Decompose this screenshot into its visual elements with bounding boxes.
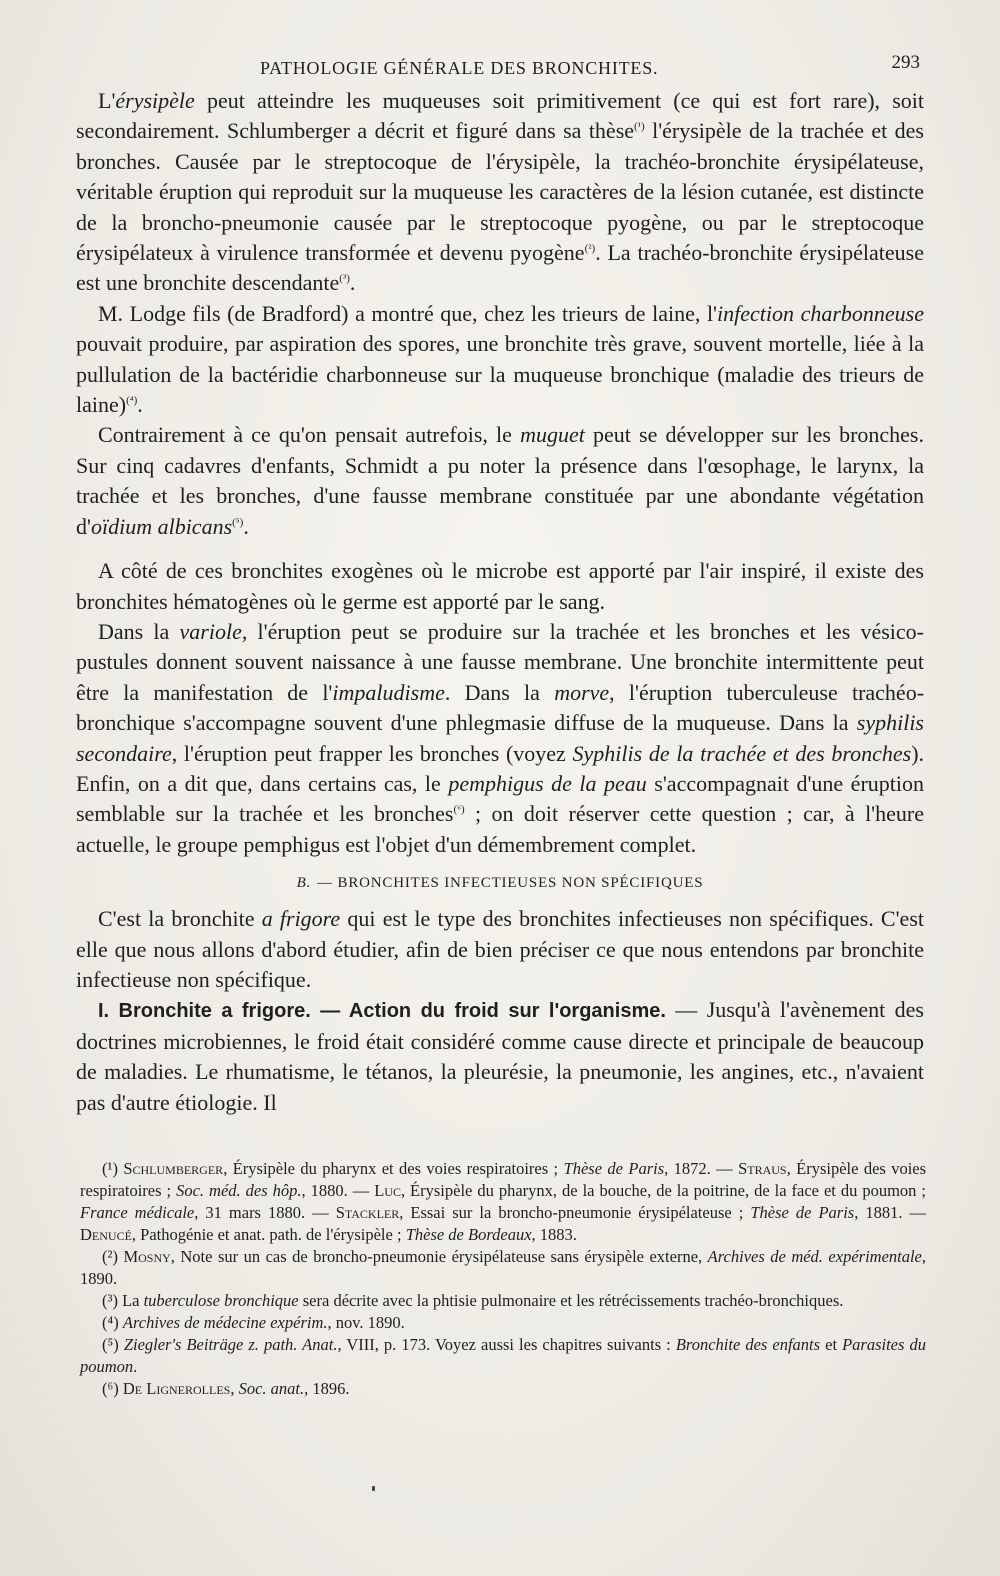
text-run: A côté de ces bronchites exogènes où le microbe est apporté par l'air inspiré, il existe des bronchites hématogènes où le germe est apporté par le sang.	[76, 558, 924, 614]
page-header	[76, 52, 920, 84]
text-run: sera décrite avec la phtisie pulmonaire et les rétrécissements trachéo-bronchiques.	[298, 1291, 844, 1310]
text-run: L'	[98, 88, 116, 113]
author: Luc	[374, 1181, 401, 1200]
text-run: ; on doit réserver cette question ; car, à l'heure actuelle, le groupe pemphigus est l'objet d'un démembrement complet.	[76, 801, 924, 857]
italic-term: infection charbonneuse	[717, 300, 924, 326]
text-run: .	[133, 1357, 138, 1376]
text-run: , 1872. —	[664, 1159, 739, 1178]
text-run: , l'éruption peut se produire sur la trachée et les bronches et les vésico-pustules donnent souvent naissance à une fausse membrane. Une bronchite intermittente peut être la manifestation de l'	[76, 618, 925, 705]
source: Soc. anat.	[238, 1379, 305, 1398]
footnote-mark: (⁶)	[102, 1379, 119, 1398]
text-run: .	[137, 392, 143, 418]
italic-term: impaludisme	[332, 679, 445, 705]
text-run: , l'éruption tuberculeuse trachéo-bronchique s'accompagne souvent d'une phlegmasie diffuse de la muqueuse. Dans la	[76, 679, 925, 736]
source: Archives de médecine expérim.	[122, 1313, 328, 1332]
source: Soc. méd. des hôp.	[176, 1181, 302, 1200]
paragraph-a-frigore	[76, 904, 924, 995]
italic-term: variole	[179, 618, 242, 644]
text-run: , Essai sur la broncho-pneumonie érysipélateuse ;	[399, 1203, 751, 1222]
text-run: , l'éruption peut frapper les bronches (voyez	[171, 740, 573, 766]
footnote-3	[80, 1290, 926, 1312]
author: Denucé	[80, 1225, 132, 1244]
italic-term: pemphigus de la peau	[448, 770, 647, 796]
italic-term: muguet	[520, 422, 585, 448]
text-run: , Pathogénie et anat. path. de l'érysipèle ;	[131, 1225, 406, 1244]
text-run: s'accompagnait d'une éruption semblable sur la trachée et les bronches	[76, 770, 925, 827]
source: Thèse de Paris	[563, 1159, 665, 1178]
footnote-ref: (³)	[339, 273, 350, 286]
footnote-5	[80, 1334, 926, 1378]
footnote-mark: (²)	[102, 1247, 118, 1266]
italic-term: Syphilis de la trachée et des bronches	[572, 740, 912, 766]
text-run: .	[243, 513, 249, 539]
author: Straus	[738, 1159, 787, 1178]
source: Thèse de Paris	[750, 1203, 855, 1222]
ink-speck	[372, 1486, 375, 1491]
text-run: Dans la	[98, 618, 180, 644]
footnote-ref: (⁴)	[126, 394, 138, 407]
text-run: .	[349, 270, 356, 296]
italic-term: a frigore	[261, 906, 341, 932]
paragraph-variole	[76, 617, 924, 860]
footnote-2	[80, 1246, 926, 1290]
text-run: , 1896.	[304, 1379, 350, 1398]
source: Archives de méd. expérimentale	[707, 1247, 922, 1266]
text-run: , Érysipèle des voies respiratoires ;	[80, 1159, 927, 1200]
subsection-heading: I. Bronchite a frigore. — Action du froid sur l'organisme.	[98, 1000, 666, 1023]
italic-term: syphilis secondaire	[76, 710, 924, 766]
section-title: — BRONCHITES INFECTIEUSES NON SPÉCIFIQUES	[317, 875, 704, 892]
page-number: 293	[891, 52, 920, 73]
running-title: PATHOLOGIE GÉNÉRALE DES BRONCHITES.	[260, 58, 659, 78]
italic-term: tuberculose bronchique	[143, 1291, 299, 1310]
paragraph-action-froid	[76, 995, 924, 1118]
text-run: , Érysipèle du pharynx et des voies respiratoires ;	[223, 1159, 564, 1178]
source: France médicale	[80, 1203, 195, 1222]
text-run: C'est la bronchite	[98, 906, 262, 932]
footnote-mark: (⁴)	[102, 1313, 119, 1332]
italic-term: morve	[554, 679, 610, 705]
paragraph-charbon	[76, 299, 924, 421]
italic-term: Bronchite des enfants	[675, 1335, 821, 1354]
text-run: , Érysipèle du pharynx, de la bouche, de la poitrine, de la face et du poumon ;	[400, 1181, 927, 1200]
text-run: l'érysipèle de la trachée et des bronches. Causée par le streptocoque de l'érysipèle, la trachéo-bronchite érysipélateuse, véritable éruption qui reproduit sur la muqueuse les caractères de la lésion cutanée, est distincte de la broncho-pneumonie causée par le streptocoque pyogène, ou par le streptocoque érysipélateux à virulence transformée et devenu pyogène	[76, 118, 924, 266]
text-run: , 1880. —	[301, 1181, 375, 1200]
text-run: La	[117, 1291, 144, 1310]
author: Schlumberger	[123, 1159, 224, 1178]
text-run: , 31 mars 1880. —	[194, 1203, 336, 1222]
main-text	[76, 86, 924, 1118]
footnote-ref: (⁶)	[453, 804, 465, 817]
footnote-ref: (¹)	[634, 121, 645, 134]
text-run: M. Lodge fils (de Bradford) a montré que, chez les trieurs de laine, l'	[98, 300, 718, 326]
footnote-1	[80, 1158, 926, 1246]
footnotes	[80, 1158, 926, 1400]
footnote-ref: (²)	[584, 242, 596, 255]
footnote-ref: (⁵)	[232, 516, 244, 529]
italic-term: Parasites du poumon	[80, 1335, 926, 1376]
text-run: ,	[230, 1379, 239, 1398]
section-heading	[76, 872, 924, 894]
text-run: , 1890.	[80, 1247, 927, 1288]
section-letter: B.	[296, 875, 312, 892]
text-run: peut atteindre les muqueuses soit primitivement (ce qui est fort rare), soit secondairement. Schlumberger a décrit et figuré dans sa thèse	[76, 88, 924, 144]
italic-term: érysipèle	[115, 88, 195, 113]
text-run: , VIII, p. 173. Voyez aussi les chapitres suivants :	[337, 1335, 676, 1354]
footnote-mark: (¹)	[102, 1159, 118, 1178]
footnote-mark: (⁵)	[102, 1335, 119, 1354]
text-run: . La trachéo-bronchite érysipélateuse est une bronchite descendante	[76, 240, 924, 296]
text-run: pouvait produire, par aspiration des spores, une bronchite très grave, souvent mortelle, liée à la pullulation de la bactéridie charbonneuse sur la muqueuse bronchique (maladie des trieurs de laine)	[76, 331, 924, 418]
text-run: Contrairement à ce qu'on pensait autrefois, le	[98, 422, 521, 448]
text-run: . Dans la	[444, 679, 555, 705]
text-run: , 1883.	[531, 1225, 577, 1244]
italic-term: oïdium albicans	[90, 513, 233, 539]
text-run: — Jusqu'à l'avènement des doctrines microbiennes, le froid était considéré comme cause directe et principale de beaucoup de maladies. Le rhumatisme, le tétanos, la pleurésie, la pneumonie, les angines, etc., n'avaient pas d'autre étiologie. Il	[76, 997, 924, 1115]
text-run: , nov. 1890.	[327, 1313, 405, 1332]
text-run: et	[820, 1335, 843, 1354]
author: De Lignerolles	[122, 1379, 231, 1398]
paragraph-erysipele	[76, 86, 924, 299]
source: Ziegler's Beiträge z. path. Anat.	[123, 1335, 338, 1354]
text-run: peut se développer sur les bronches. Sur cinq cadavres d'enfants, Schmidt a pu noter la présence dans l'œsophage, le larynx, la trachée et les bronches, d'une fausse membrane constituée par une abondante végétation d'	[76, 422, 924, 539]
text-run: ). Enfin, on a dit que, dans certains cas, le	[76, 740, 925, 796]
text-run: , Note sur un cas de broncho-pneumonie érysipélateuse sans érysipèle externe,	[170, 1247, 708, 1266]
text-run: qui est le type des bronchites infectieuses non spécifiques. C'est elle que nous allons d'abord étudier, afin de bien préciser ce que nous entendons par bronchite infectieuse non spécifique.	[76, 906, 924, 992]
author: Stackler	[335, 1203, 400, 1222]
footnote-6	[80, 1378, 926, 1400]
footnote-4	[80, 1312, 926, 1334]
source: Thèse de Bordeaux	[405, 1225, 532, 1244]
paragraph-muguet	[76, 420, 924, 542]
footnote-mark: (³)	[102, 1291, 118, 1310]
paragraph-hematogenes	[76, 556, 924, 617]
author: Mosny	[123, 1247, 171, 1266]
text-run: , 1881. —	[854, 1203, 927, 1222]
